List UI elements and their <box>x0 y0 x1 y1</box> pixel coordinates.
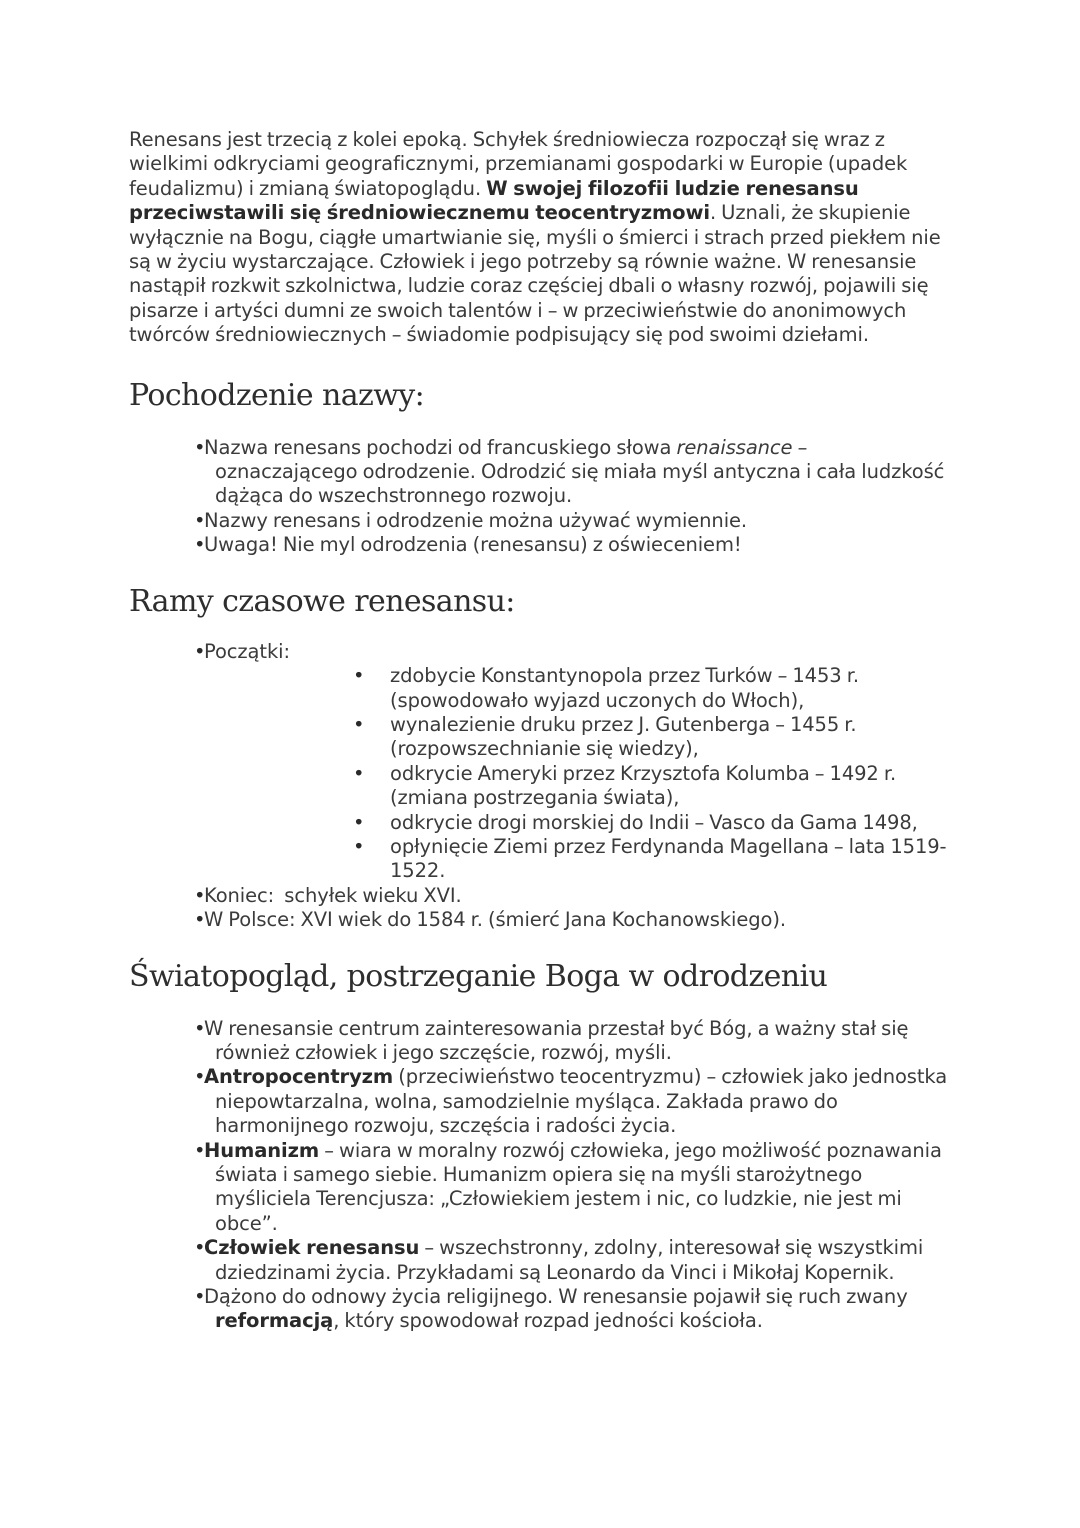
heading-origin: Pochodzenie nazwy: <box>129 377 425 413</box>
bullet-icon: • <box>353 664 365 688</box>
intro-text-2: . Uznali, że skupienie wyłącznie na Bogu, ciągłe umartwianie się, myśli o śmierci i strach przed piekłem nie są w życiu wystarczające. Człowiek i jego potrzeby są równie ważne. W renesansie nastąpił rozkwit szkolnictwa, ludzie coraz częściej dbali o własny rozwój, pojawili się pisarze i artyści dumni ze swoich talentów i – w przeciwieństwie do anonimowych twórców średniowiecznych – świadomie podpisujący się pod swoimi dziełami. <box>129 201 941 347</box>
bullet-icon: • <box>194 883 206 907</box>
worldview-list <box>129 1017 949 1334</box>
heading-timeframe: Ramy czasowe renesansu: <box>129 583 515 619</box>
list-item: •Dążono do odnowy życia religijnego. W renesansie pojawił się ruch zwany reformacją, który spowodował rozpad jedności kościoła. <box>194 1285 908 1333</box>
list-item: •Nazwa renesans pochodzi od francuskiego słowa renaissance – oznaczającego odrodzenie. Odrodzić się miała myśl antyczna i cała ludzkość dążąca do wszechstronnego rozwoju. <box>194 435 945 508</box>
heading-worldview: Światopogląd, postrzeganie Boga w odrodzeniu <box>129 958 828 994</box>
bullet-icon: • <box>353 834 365 858</box>
bullet-icon: • <box>353 712 365 736</box>
bullet-icon: • <box>353 810 365 834</box>
bullet-icon: • <box>353 761 365 785</box>
bullet-icon: • <box>194 1065 206 1089</box>
sublist-item: • zdobycie Konstantynopola przez Turków – 1453 r. (spowodowało wyjazd uczonych do Włoch), <box>353 664 859 712</box>
sublist-item: • odkrycie drogi morskiej do Indii – Vasco da Gama 1498, <box>353 810 918 834</box>
bullet-icon: • <box>194 508 206 532</box>
sublist-item: • wynalezienie druku przez J. Gutenberga – 1455 r. (rozpowszechnianie się wiedzy), <box>353 712 857 761</box>
list-item: •Antropocentryzm (przeciwieństwo teocentryzmu) – człowiek jako jednostka niepowtarzalna, wolna, samodzielnie myśląca. Zakłada prawo do harmonijnego rozwoju, szczęścia i radości życia. <box>194 1065 948 1138</box>
list-item: •Uwaga! Nie myl odrodzenia (renesansu) z oświeceniem! <box>194 533 742 557</box>
bullet-icon: • <box>194 908 206 932</box>
sublist-item: • odkrycie Ameryki przez Krzysztofa Kolumba – 1492 r. (zmiana postrzegania świata), <box>353 761 897 810</box>
timeframe-list <box>129 640 949 933</box>
origin-list <box>129 436 949 558</box>
document-page <box>129 128 949 1334</box>
list-item-end: •Koniec: schyłek wieku XVI. <box>194 883 462 907</box>
list-item: •Człowiek renesansu – wszechstronny, zdolny, interesował się wszystkimi dziedzinami życia. Przykładami są Leonardo da Vinci i Mikołaj Kopernik. <box>194 1236 924 1284</box>
sublist-item: • opłynięcie Ziemi przez Ferdynanda Magellana – lata 1519-1522. <box>353 834 947 883</box>
list-item-beginnings: •Początki: • zdobycie Konstantynopola przez Turków – 1453 r. (spowodowało wyjazd uczonych do Włoch), • wynalezienie druku przez J. Gutenberga – 1455 r. (rozpowszechnianie się wiedzy), • odkrycie Ameryki przez Krzysztofa Kolumba – 1492 r. (zmiana postrzegania świata), • odkrycie drogi morskiej do Indii – Vasco da Gama 1498, • opłynięcie Ziemi przez Ferdynanda Magellana – lata 1519-1522. <box>129 640 949 884</box>
list-item-poland: •W Polsce: XVI wiek do 1584 r. (śmierć Jana Kochanowskiego). <box>194 908 786 932</box>
beginnings-sublist <box>215 664 949 884</box>
list-item: •Nazwy renesans i odrodzenie można używać wymiennie. <box>194 508 748 532</box>
bullet-icon: • <box>194 533 206 557</box>
bullet-icon: • <box>194 1138 206 1162</box>
intro-text-1: Renesans jest trzecią z kolei epoką. Schyłek średniowiecza rozpoczął się wraz z wielkimi odkryciami geograficznymi, przemianami gospodarki w Europie (upadek feudalizmu) i zmianą światopoglądu. <box>129 128 908 200</box>
bullet-icon: • <box>194 1285 206 1309</box>
bullet-icon: • <box>194 1016 206 1040</box>
list-item: •W renesansie centrum zainteresowania przestał być Bóg, a ważny stał się również człowiek i jego szczęście, rozwój, myśli. <box>194 1016 909 1064</box>
bullet-icon: • <box>194 1236 206 1260</box>
list-item: •Humanizm – wiara w moralny rozwój człowieka, jego możliwość poznawania świata i samego siebie. Humanizm opiera się na myśli starożytnego myśliciela Terencjusza: „Człowiekiem jestem i nic, co ludzkie, nie jest mi obce”. <box>194 1138 942 1235</box>
bullet-icon: • <box>194 639 206 663</box>
bullet-icon: • <box>194 435 206 459</box>
intro-bold-text: W swojej filozofii ludzie renesansu przeciwstawili się średniowiecznemu teocentryzmowi <box>129 176 859 225</box>
intro-paragraph <box>129 128 949 348</box>
